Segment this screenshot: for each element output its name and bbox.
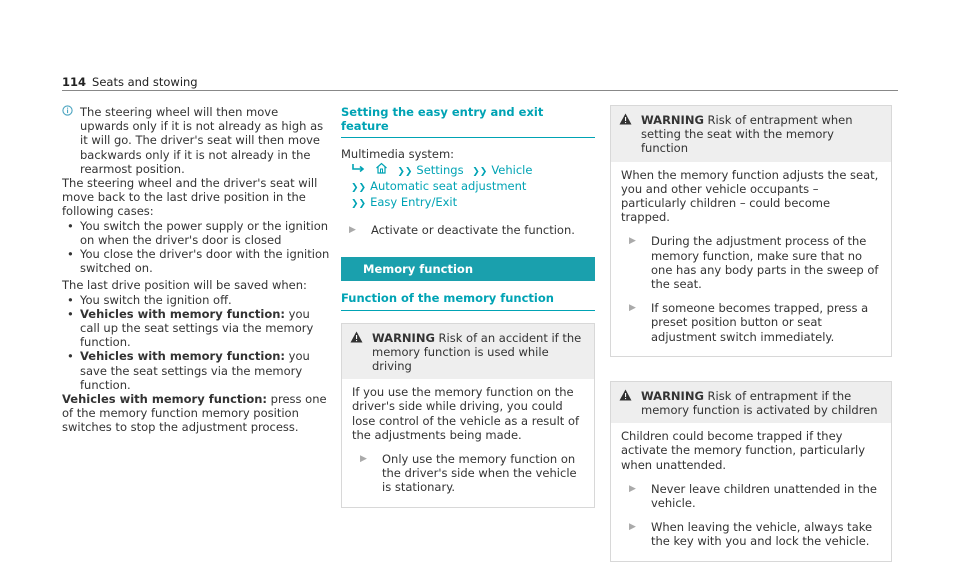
chevron-double-icon: ❯❯	[472, 166, 488, 177]
list-item: • You switch the power supply or the ignition on when the driver's door is closed	[62, 219, 330, 247]
warning-icon	[619, 389, 641, 417]
bullet-list	[62, 219, 330, 276]
action-step: ▶ Never leave children unattended in the vehicle.	[621, 482, 881, 510]
column-2	[341, 105, 595, 508]
action-step: ▶ Only use the memory function on the driver's side when the vehicle is stationary.	[352, 452, 584, 495]
list-item: • Vehicles with memory function: you save the seat settings via the memory function.	[62, 349, 330, 392]
warning-header: WARNING Risk of entrapment if the memory function is activated by children	[611, 382, 891, 423]
warning-body: When the memory function adjusts the seat, you and other vehicle occupants – particularly children – could become trapped. ▶ During the adjustment process of the memory function, make sure that no one has any body parts in the sweep of the seat. ▶ If someone becomes trapped, press a preset position button or seat adjustment switch immediately.	[611, 162, 891, 356]
action-step: ▶ Activate or deactivate the function.	[341, 223, 595, 237]
chevron-double-icon: ❯❯	[397, 166, 413, 177]
action-arrow-icon: ▶	[629, 483, 636, 494]
menu-path	[341, 179, 595, 195]
warning-header: WARNING Risk of entrapment when setting the seat with the memory function	[611, 106, 891, 162]
note-text: The steering wheel will then move upwards only if it is not already as high as it will go. The driver's seat will then move backwards only if it is not already in the rearmost position.	[80, 105, 324, 176]
menu-path	[341, 162, 595, 179]
warning-body: Children could become trapped if they activate the memory function, particularly when unattended. ▶ Never leave children unattended in the vehicle. ▶ When leaving the vehicle, always take the key with you and lock the vehicle.	[611, 423, 891, 560]
path-item: Automatic seat adjustment	[370, 178, 527, 193]
paragraph: Vehicles with memory function: press one of the memory function memory position switches to stop the adjustment process.	[62, 392, 327, 435]
multimedia-label: Multimedia system:	[341, 147, 455, 162]
chevron-double-icon: ❯❯	[351, 199, 367, 210]
section-title: Setting the easy entry and exit feature	[341, 105, 595, 138]
menu-path	[341, 195, 595, 211]
column-1	[62, 105, 330, 435]
action-arrow-icon: ▶	[629, 236, 636, 247]
warning-box	[610, 105, 892, 357]
paragraph: The steering wheel and the driver's seat will move back to the last drive position in the following cases:	[62, 176, 318, 219]
action-arrow-icon: ▶	[349, 225, 356, 236]
path-item: Easy Entry/Exit	[370, 195, 458, 210]
header-divider	[62, 90, 898, 91]
page-number: 114	[62, 75, 87, 89]
warning-header: WARNING Risk of an accident if the memory function is used while driving	[342, 324, 594, 380]
list-item: • You close the driver's door with the ignition switched on.	[62, 247, 330, 275]
warning-box	[610, 381, 892, 562]
warning-icon	[619, 113, 641, 156]
section-band: Memory function	[341, 257, 595, 281]
subsection-title: Function of the memory function	[341, 291, 595, 310]
info-note	[62, 105, 330, 176]
path-item: Settings	[416, 162, 464, 177]
page-header	[62, 75, 198, 89]
warning-box	[341, 323, 595, 508]
list-item: • You switch the ignition off.	[62, 293, 330, 307]
bullet-list	[62, 293, 330, 392]
warning-icon	[350, 331, 372, 374]
action-step: ▶ During the adjustment process of the memory function, make sure that no one has any body parts in the sweep of the seat.	[621, 234, 881, 291]
warning-body: If you use the memory function on the driver's side while driving, you could lose control of the vehicle as a result of the adjustments being made. ▶ Only use the memory function on the driver's side when the vehicle is stationary.	[342, 379, 594, 506]
action-arrow-icon: ▶	[629, 303, 636, 314]
column-3	[610, 105, 892, 562]
action-step: ▶ If someone becomes trapped, press a preset position button or seat adjustment switch immediately.	[621, 301, 881, 344]
return-arrow-icon	[351, 163, 365, 177]
info-icon	[62, 105, 80, 176]
action-arrow-icon: ▶	[629, 522, 636, 533]
chapter-title: Seats and stowing	[92, 75, 198, 89]
action-arrow-icon: ▶	[360, 454, 367, 465]
action-step: ▶ When leaving the vehicle, always take the key with you and lock the vehicle.	[621, 520, 881, 548]
home-icon	[375, 163, 388, 177]
list-item: • Vehicles with memory function: you call up the seat settings via the memory function.	[62, 307, 330, 350]
paragraph: The last drive position will be saved when:	[62, 278, 307, 293]
chevron-double-icon: ❯❯	[351, 182, 367, 193]
path-item: Vehicle	[491, 162, 533, 177]
